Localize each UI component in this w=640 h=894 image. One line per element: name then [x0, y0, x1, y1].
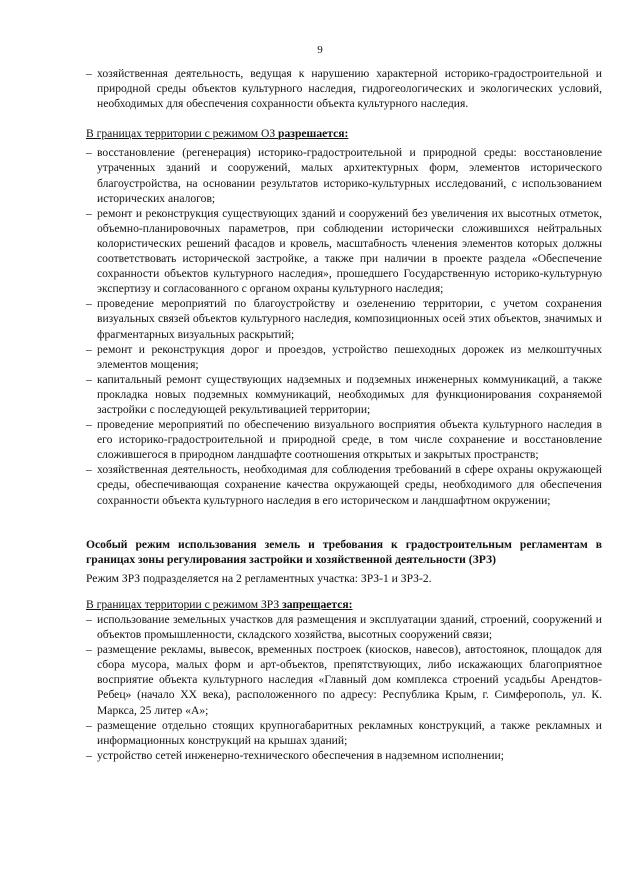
list-item: – восстановление (регенерация) историко-градостроительной и природной среды: восстановление утраченных зданий и сооружений, малых архитектурных форм, элементов исторического благоустройства, на основании результатов историко-культурных исследований, с использованием исторических аналогов;	[86, 145, 602, 205]
oz-allowed-list	[86, 145, 602, 507]
list-item: – ремонт и реконструкция дорог и проездов, устройство пешеходных дорожек из мелкоштучных элементов мощения;	[86, 342, 602, 372]
zrz-heading-prefix: В границах территории с режимом ЗРЗ	[86, 597, 283, 611]
oz-section-heading	[86, 126, 602, 141]
list-item: – хозяйственная деятельность, ведущая к нарушению характерной историко-градостроительной и природной среды объектов культурного наследия, гидрогеологических и экологических условий, необходимых для обеспечения сохранности объекта культурного наследия.	[86, 66, 602, 111]
zrz-section-heading	[86, 597, 602, 612]
list-item: – проведение мероприятий по обеспечению визуального восприятия объекта культурного наследия в его историко-градостроительной и природной среде, в том числе сохранение и восстановление сложившегося в природном ландшафте соотношения открытых и закрытых пространств;	[86, 417, 602, 462]
oz-heading-emphasis: разрешается:	[278, 127, 349, 141]
zrz-section-title: Особый режим использования земель и требования к градостроительным регламентам в границах зоны регулирования застройки и хозяйственной деятельности (ЗРЗ)	[86, 537, 602, 566]
list-item: – размещение рекламы, вывесок, временных построек (киосков, навесов), автостоянок, площадок для сбора мусора, малых форм и арт-объектов, препятствующих, либо искажающих благоприятное восприятие объекта культурного наследия «Главный дом комплекса строений усадьбы Арендтов-Ребец» (начало XX века), расположенного по адресу: Республика Крым, г. Симферополь, ул. К. Маркса, 25 литер «А»;	[86, 642, 602, 717]
list-item: – ремонт и реконструкция существующих зданий и сооружений без увеличения их высотных отметок, объемно-планировочных параметров, при соблюдении исторически сложившихся нейтральных колористических решений фасадов и кровель, масштабность членения элементов которых должны соответствовать исторической застройке, а также при наличии в проекте раздела «Обеспечение сохранности объектов культурного наследия», прошедшего Государственную историко-культурную экспертизу и согласованного с органом охраны культурного наследия;	[86, 206, 602, 297]
document-body	[86, 66, 602, 763]
intro-list	[86, 66, 602, 111]
list-item: – хозяйственная деятельность, необходимая для соблюдения требований в сфере охраны окружающей среды, обеспечивающая сохранение качества окружающей среды, необходимого для обеспечения сохранности объекта культурного наследия в его историческом и ландшафтном окружении;	[86, 462, 602, 507]
list-item: – размещение отдельно стоящих крупногабаритных рекламных конструкций, а также рекламных и информационных конструкций на крышах зданий;	[86, 718, 602, 748]
zrz-prohibited-list	[86, 612, 602, 763]
oz-heading-prefix: В границах территории с режимом ОЗ	[86, 127, 279, 141]
zrz-subdivision-text: Режим ЗРЗ подразделяется на 2 регламентных участка: ЗРЗ-1 и ЗРЗ-2.	[86, 571, 432, 585]
list-item: – использование земельных участков для размещения и эксплуатации зданий, строений, сооружений и объектов промышленности, складского хозяйства, высотных сооружений связи;	[86, 612, 602, 642]
list-item: – капитальный ремонт существующих надземных и подземных инженерных коммуникаций, а также прокладка новых подземных коммуникаций, необходимых для функционирования сохраняемой застройки с последующей рекультивацией территории;	[86, 372, 602, 417]
page-number: 9	[317, 44, 323, 56]
zrz-heading-emphasis: запрещается:	[282, 597, 353, 611]
list-item: – устройство сетей инженерно-технического обеспечения в надземном исполнении;	[86, 748, 602, 763]
list-item: – проведение мероприятий по благоустройству и озеленению территории, с учетом сохранения визуальных связей объектов культурного наследия, композиционных осей этих объектов, значимых и фрагментарных визуальных раскрытий;	[86, 296, 602, 341]
